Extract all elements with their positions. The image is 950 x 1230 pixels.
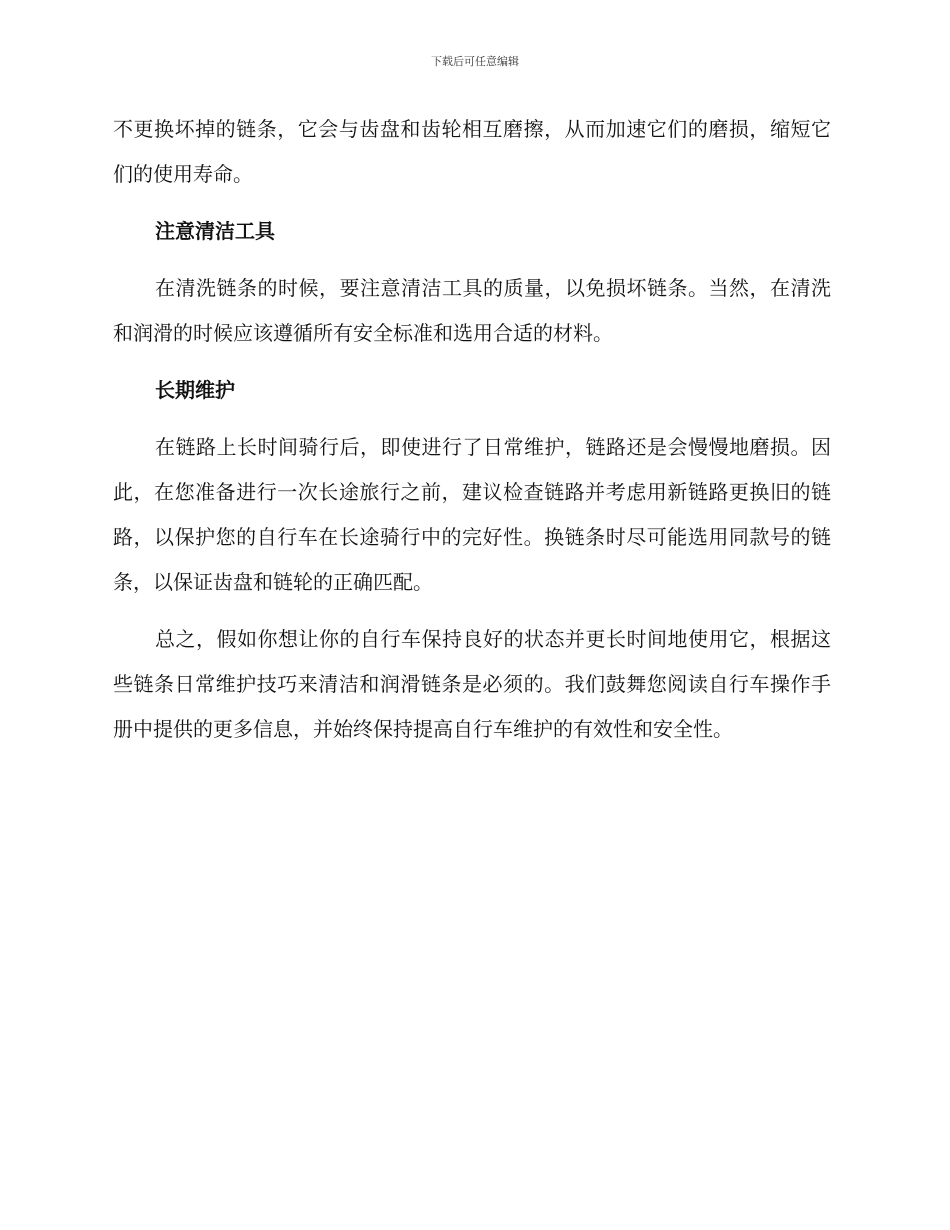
paragraph-chain-wear: 不更换坏掉的链条，它会与齿盘和齿轮相互磨擦，从而加速它们的磨损，缩短它们的使用寿命。 bbox=[113, 117, 831, 186]
section-heading-long-term: 长期维护 bbox=[155, 378, 235, 402]
paragraph-summary: 总之，假如你想让你的自行车保持良好的状态并更长时间地使用它，根据这些链条日常维护技巧来清洁和润滑链条是必须的。我们鼓舞您阅读自行车操作手册中提供的更多信息，并始终保持提高自行车维护的有效性和安全性。 bbox=[113, 627, 831, 741]
paragraph-cleaning-tools: 在清洗链条的时候，要注意清洁工具的质量，以免损坏链条。当然，在清洗和润滑的时候应该遵循所有安全标准和选用合适的材料。 bbox=[113, 276, 831, 345]
document-body bbox=[113, 107, 831, 764]
page-header: 下载后可任意编辑 bbox=[431, 55, 519, 68]
section-heading-cleaning-tools: 注意清洁工具 bbox=[155, 219, 275, 243]
paragraph-long-term: 在链路上长时间骑行后，即使进行了日常维护，链路还是会慢慢地磨损。因此，在您准备进行一次长途旅行之前，建议检查链路并考虑用新链路更换旧的链路，以保护您的自行车在长途骑行中的完好性。换链条时尽可能选用同款号的链条，以保证齿盘和链轮的正确匹配。 bbox=[113, 435, 831, 594]
